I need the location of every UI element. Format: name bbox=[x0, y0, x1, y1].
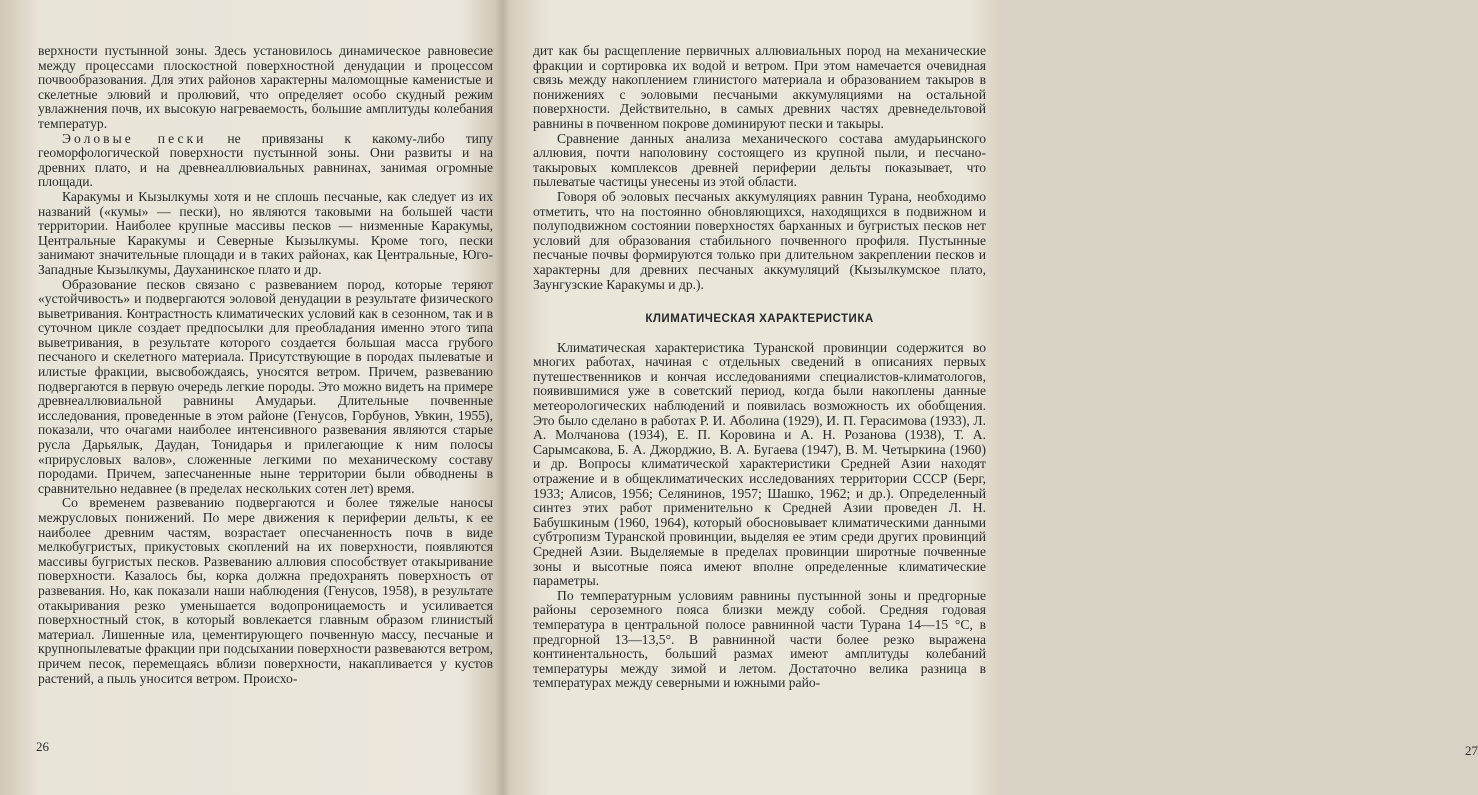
spaced-term: Эоловые пески bbox=[62, 130, 207, 146]
paragraph: Говоря об эоловых песчаных аккумуляциях равнин Турана, необходимо отметить, что на постоянно обновляющихся, находящихся в подвижном и полуподвижном состоянии поверхностях барханных и бугристых песков нет условий для образования стабильного почвенного профиля. Пустынные песчаные почвы формируются только при длительном закреплении песков и характерны для древних песчаных аккумуляций (Кызылкумское плато, Заунгузские Каракумы и др.). bbox=[533, 188, 986, 292]
left-page bbox=[0, 0, 505, 795]
paragraph: верхности пустынной зоны. Здесь установилось динамическое равновесие между процессами плоскостной поверхностной денудации и процессом почвообразования. Для этих районов характерны маломощные каменистые и скелетные элювий и пролювий, что определяет особо скудный режим увлажнения почв, их высокую нагреваемость, большие амплитуды колебания температур. bbox=[38, 43, 493, 131]
right-page-text bbox=[533, 44, 986, 691]
paragraph bbox=[38, 132, 493, 190]
page-number: 26 bbox=[36, 739, 49, 754]
paragraph: Сравнение данных анализа механического состава амударьинского аллювия, почти наполовину состоящего из крупной пыли, и песчано-такыровых комплексов древней периферии дельты показывает, что пылеватые частицы унесены из этой области. bbox=[533, 130, 986, 190]
paragraph: дит как бы расщепление первичных аллювиальных пород на механические фракции и сортировка их водой и ветром. При этом намечается очевидная связь между накоплением глинистого материала и образованием такыров в понижениях с эоловыми песчаными аккумуляциями на остальной поверхности. Действительно, в самых древних частях древнедельтовой равнины в почвенном покрове доминируют пески и такыры. bbox=[533, 43, 986, 131]
paragraph: По температурным условиям равнины пустынной зоны и предгорные районы сероземного пояса близки между собой. Средняя годовая температура в центральной полосе равнинной части Турана 14—15 °С, в предгорной 13—13,5°. В равнинной части более резко выражена континентальность, больший размах имеют амплитуды колебаний температуры между зимой и летом. Достаточно велика разница в температурах между северными и южными райо- bbox=[533, 587, 986, 691]
paragraph: Со временем развеванию подвергаются и более тяжелые наносы межрусловых понижений. По мере движения к периферии дельты, к ее наиболее древним частям, возрастает опесчаненность почв в виде мелкобугристых, прикустовых скоплений на их поверхности, появляются массивы бугристых песков. Развеванию аллювия способствует отакыривание поверхности. Казалось бы, корка должна предохранять поверхность от развевания. Но, как показали наши наблюдения (Генусов, 1958), в результате отакыривания резко уменьшается водопроницаемость и усиливается поверхностный сток, в который вовлекается главным образом глинистый материал. Лишенные ила, цементирующего почвенную массу, песчаные и крупнопылеватые фракции при подсыхании поверхности развеваются ветром, причем песок, перемещаясь вблизи поверхности, накапливается у кустов растений, а пыль уносится ветром. Происхо- bbox=[38, 495, 493, 686]
right-page bbox=[505, 0, 1478, 795]
paragraph: Образование песков связано с развеванием пород, которые теряют «устойчивость» и подвергаются эоловой денудации в результате физического выветривания. Контрастность климатических условий как в сезонном, так и в суточном цикле создает предпосылки для преобладания именно этого типа выветривания, в результате которого создается большая масса грубого песчаного и скелетного материала. Присутствующие в породах пылеватые и илистые фракции, высвобождаясь, уносятся ветром. Причем, развеванию подвергаются в первую очередь легкие породы. Это можно видеть на примере древнеаллювиальной равнины Амударьи. Длительные почвенные исследования, проведенные в этом районе (Генусов, Горбунов, Увкин, 1955), показали, что очагами наиболее интенсивного развевания являются старые русла Дарьялык, Даудан, Тонидарья и прилегающие к ним полосы «прирусловых валов», сложенные легкими по механическому составу породами. Причем, запесчаненные ныне территории были обводнены в сравнительно недавнее (в пределах нескольких сотен лет) время. bbox=[38, 276, 493, 496]
left-page-text bbox=[38, 44, 493, 686]
paragraph: Каракумы и Кызылкумы хотя и не сплошь песчаные, как следует из их названий («кумы» — пески), но являются таковыми на большей части территории. Наиболее крупные массивы песков — низменные Каракумы, Центральные Каракумы и Северные Кызылкумы. Кроме того, пески занимают значительные площади и в таких районах, как Центральные, Юго-Западные Кызылкумы, Дауханинское плато и др. bbox=[38, 188, 493, 277]
section-heading: КЛИМАТИЧЕСКАЯ ХАРАКТЕРИСТИКА bbox=[645, 313, 874, 326]
paragraph-text: не привязаны к какому-либо типу геоморфологической поверхности пустынной зоны. Они развиты и на древних плато, и на древнеаллювиальных равнинах, занимая огромные площади. bbox=[38, 130, 493, 190]
page-number: 27 bbox=[1465, 743, 1478, 758]
paragraph: Климатическая характеристика Туранской провинции содержится во многих работах, начиная с отдельных сведений в описаниях первых путешественников и кончая исследованиями специалистов-климатологов, появившимися уже в советский период, когда были накоплены данные метеорологических наблюдений и появилась возможность их обобщения. Это было сделано в работах Р. И. Аболина (1929), И. П. Герасимова (1933), Л. А. Молчанова (1934), Е. П. Коровина и А. Н. Розанова (1938), Т. А. Сарымсакова, Б. А. Джорджио, В. А. Бугаева (1947), В. М. Четыркина (1960) и др. Вопросы климатической характеристики Средней Азии находят отражение и в общеклиматических исследованиях территории СССР (Берг, 1933; Алисов, 1956; Селянинов, 1957; Шашко, 1962; и др.). Определенный синтез этих работ применительно к Средней Азии проведен Л. Н. Бабушкиным (1960, 1964), который обосновывает климатическими данными субтропизм Туранской провинции, выделяя ее этим среди других провинций Средней Азии. Выделяемые в пределах провинции широтные почвенные зоны и высотные пояса имеют вполне определенные климатические параметры. bbox=[533, 339, 986, 589]
